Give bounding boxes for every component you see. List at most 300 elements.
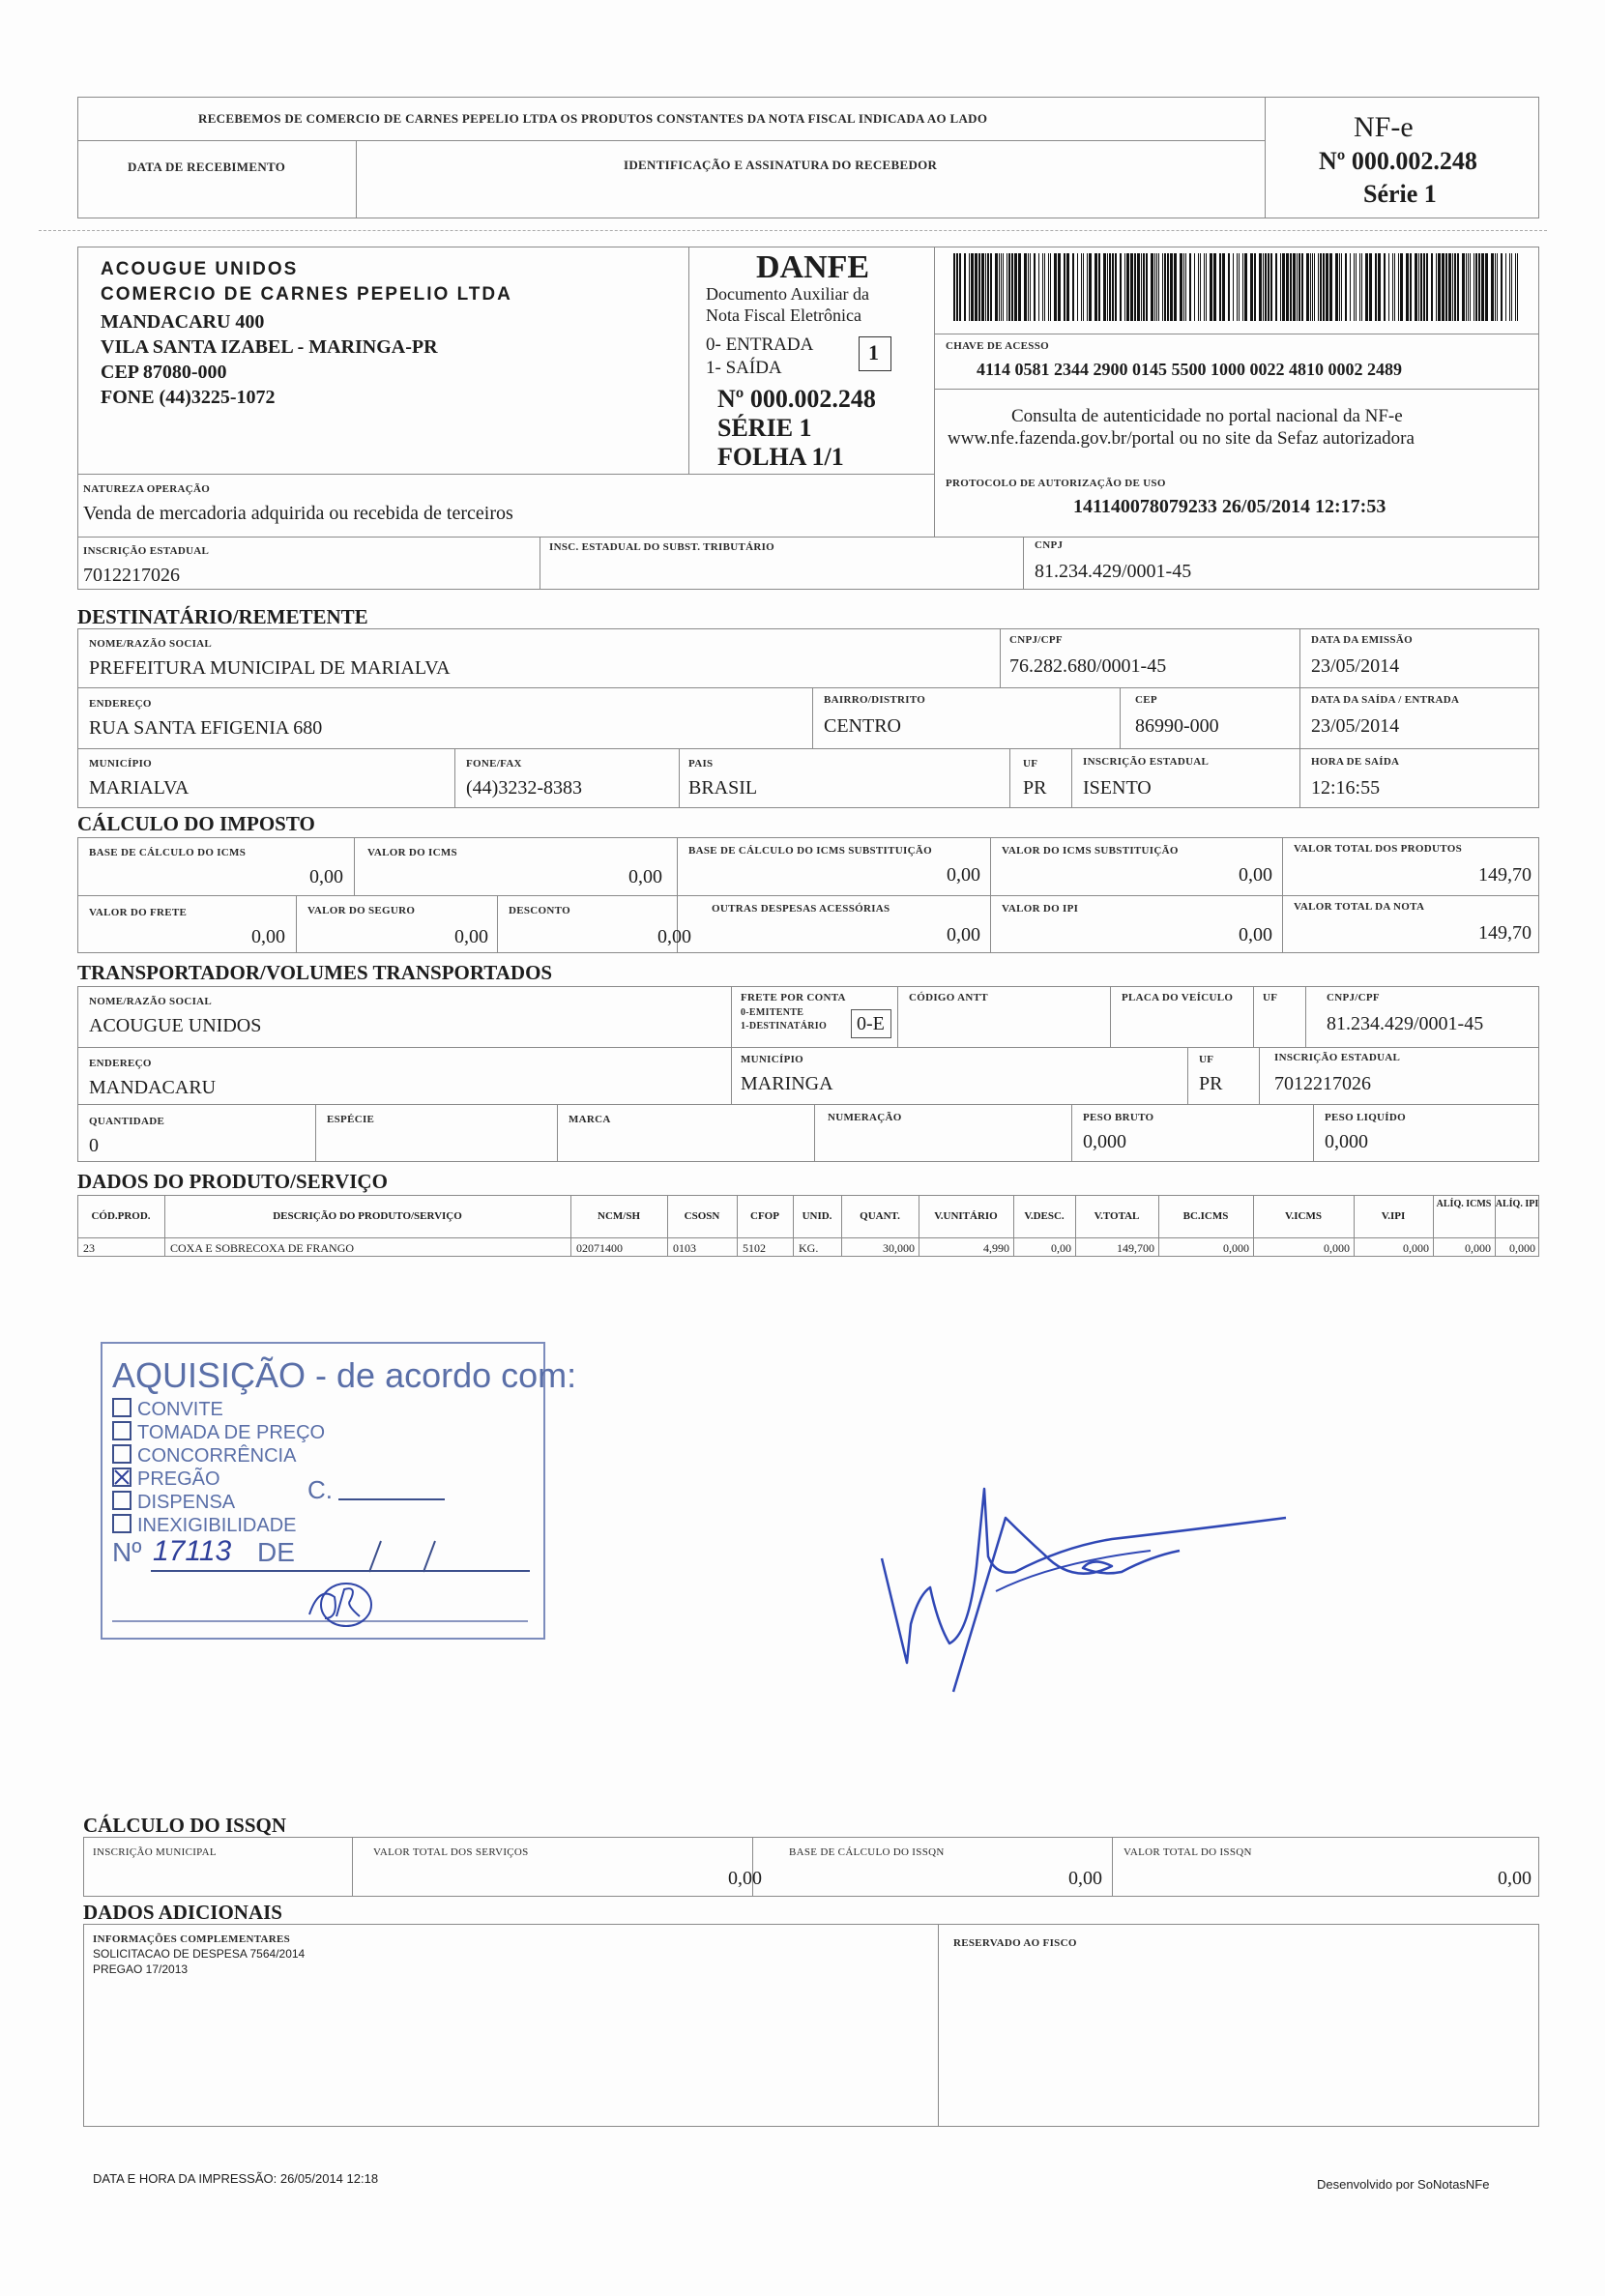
barcode-bar bbox=[1259, 253, 1262, 321]
barcode-bar bbox=[959, 253, 961, 321]
barcode-bar bbox=[1423, 253, 1425, 321]
danfe-subtitle1: Documento Auxiliar da bbox=[706, 284, 869, 304]
transp-endereco: MANDACARU bbox=[89, 1077, 217, 1098]
barcode-bar bbox=[978, 253, 980, 321]
barcode-bar bbox=[1137, 253, 1140, 321]
barcode-bar bbox=[1028, 253, 1029, 321]
seguro-value: 0,00 bbox=[454, 926, 488, 947]
barcode-bar bbox=[1126, 253, 1129, 321]
canhoto-serie: Série 1 bbox=[1363, 180, 1437, 208]
produtos-column-divider bbox=[1354, 1195, 1355, 1257]
barcode-bar bbox=[1378, 253, 1381, 321]
footer-impressao: DATA E HORA DA IMPRESSÃO: 26/05/2014 12:18 bbox=[93, 2171, 379, 2186]
barcode-bar bbox=[1400, 253, 1403, 321]
produtos-column-divider bbox=[570, 1195, 571, 1257]
produtos-column-divider bbox=[164, 1195, 165, 1257]
barcode-bar bbox=[1141, 253, 1142, 321]
produtos-column-divider bbox=[1013, 1195, 1014, 1257]
emitente-nome2: COMERCIO DE CARNES PEPELIO LTDA bbox=[101, 284, 512, 305]
barcode-bar bbox=[1164, 253, 1166, 321]
barcode-bar bbox=[1042, 253, 1043, 321]
emitente-bairro: VILA SANTA IZABEL - MARINGA-PR bbox=[101, 336, 438, 358]
barcode-bar bbox=[1170, 253, 1173, 321]
barcode-bar bbox=[987, 253, 989, 321]
danfe-numero: Nº 000.002.248 bbox=[717, 385, 876, 413]
protocolo-label: PROTOCOLO DE AUTORIZAÇÃO DE USO bbox=[946, 478, 1166, 489]
natureza-label: NATUREZA OPERAÇÃO bbox=[83, 483, 211, 495]
barcode-bar bbox=[1495, 253, 1496, 321]
transp-peso-liq: 0,000 bbox=[1325, 1131, 1368, 1152]
stamp-option-label: CONCORRÊNCIA bbox=[137, 1445, 297, 1467]
issqn-im-label: INSCRIÇÃO MUNICIPAL bbox=[93, 1846, 217, 1858]
cnpj-value: 81.234.429/0001-45 bbox=[1035, 561, 1192, 582]
checkbox-icon bbox=[112, 1514, 131, 1533]
produtos-header-cell: ALÍQ. IPI bbox=[1495, 1199, 1539, 1209]
barcode-bar bbox=[1210, 253, 1212, 321]
barcode-bar bbox=[1066, 253, 1069, 321]
danfe-tipo: 1 bbox=[868, 340, 879, 364]
produtos-column-divider bbox=[1075, 1195, 1076, 1257]
dest-fone: (44)3232-8383 bbox=[466, 777, 582, 799]
barcode-bar bbox=[981, 253, 984, 321]
barcode-bar bbox=[1107, 253, 1108, 321]
seguro-label: VALOR DO SEGURO bbox=[307, 905, 416, 916]
dest-cep: 86990-000 bbox=[1135, 715, 1219, 737]
produtos-cell: 5102 bbox=[743, 1241, 766, 1255]
barcode-bar bbox=[1103, 253, 1106, 321]
dest-municipio-label: MUNICÍPIO bbox=[89, 758, 153, 770]
consulta-line1: Consulta de autenticidade no portal nacional da NF-e bbox=[1011, 406, 1403, 426]
barcode-bar bbox=[1014, 253, 1017, 321]
barcode-bar bbox=[1204, 253, 1205, 321]
barcode-bar bbox=[1239, 253, 1240, 321]
barcode-bar bbox=[1280, 253, 1281, 321]
barcode-bar bbox=[1310, 253, 1311, 321]
barcode-bar bbox=[1431, 253, 1433, 321]
barcode-bar bbox=[1388, 253, 1389, 321]
stamp-de: DE bbox=[257, 1537, 295, 1567]
dest-bairro-label: BAIRRO/DISTRITO bbox=[824, 694, 926, 706]
ipi-label: VALOR DO IPI bbox=[1002, 903, 1079, 915]
transp-uf-label: UF bbox=[1263, 992, 1278, 1003]
dest-nome-label: NOME/RAZÃO SOCIAL bbox=[89, 638, 213, 650]
barcode-bar bbox=[1517, 253, 1518, 321]
dest-pais-label: PAIS bbox=[688, 758, 714, 770]
barcode-bar bbox=[1268, 253, 1269, 321]
produtos-cell: 30,000 bbox=[883, 1241, 915, 1255]
dest-pais: BRASIL bbox=[688, 777, 758, 799]
barcode-bar bbox=[1314, 253, 1315, 321]
stamp-initials-signature bbox=[290, 1576, 396, 1634]
barcode-bar bbox=[1341, 253, 1342, 321]
cnpj-label: CNPJ bbox=[1035, 539, 1064, 551]
checkbox-icon bbox=[112, 1398, 131, 1417]
barcode-bar bbox=[1375, 253, 1377, 321]
v-st: 0,00 bbox=[1239, 864, 1272, 886]
checkbox-icon bbox=[112, 1491, 131, 1510]
issqn-total-label: VALOR TOTAL DO ISSQN bbox=[1124, 1846, 1252, 1858]
barcode-bar bbox=[985, 253, 986, 321]
transp-placa-label: PLACA DO VEÍCULO bbox=[1122, 992, 1234, 1003]
barcode-bar bbox=[1369, 253, 1372, 321]
barcode-bar bbox=[964, 253, 966, 321]
danfe-serie: SÉRIE 1 bbox=[717, 414, 812, 442]
transp-ie: 7012217026 bbox=[1274, 1073, 1371, 1094]
stamp-option bbox=[112, 1444, 296, 1468]
barcode-bar bbox=[990, 253, 992, 321]
transp-peso-liq-label: PESO LIQUÍDO bbox=[1325, 1112, 1406, 1123]
signature bbox=[861, 1479, 1325, 1721]
barcode-bar bbox=[1034, 253, 1036, 321]
produtos-column-divider bbox=[737, 1195, 738, 1257]
barcode-bar bbox=[1094, 253, 1097, 321]
produtos-cell: KG. bbox=[799, 1241, 819, 1255]
barcode-bar bbox=[1468, 253, 1469, 321]
barcode-bar bbox=[1501, 253, 1503, 321]
barcode-bar bbox=[1162, 253, 1163, 321]
barcode-bar bbox=[1077, 253, 1078, 321]
barcode-bar bbox=[1452, 253, 1453, 321]
barcode-bar bbox=[1320, 253, 1322, 321]
barcode-bar bbox=[1180, 253, 1182, 321]
barcode-bar bbox=[1120, 253, 1122, 321]
cut-line bbox=[39, 230, 1547, 231]
barcode-bar bbox=[1318, 253, 1319, 321]
barcode-bar bbox=[1198, 253, 1199, 321]
v-nota-label: VALOR TOTAL DA NOTA bbox=[1294, 901, 1425, 913]
issqn-servicos-label: VALOR TOTAL DOS SERVIÇOS bbox=[373, 1846, 529, 1858]
dest-cnpj-label: CNPJ/CPF bbox=[1009, 634, 1063, 646]
barcode-bar bbox=[1398, 253, 1399, 321]
barcode-bar bbox=[1219, 253, 1221, 321]
barcode-bar bbox=[953, 253, 955, 321]
checkbox-icon bbox=[112, 1421, 131, 1440]
barcode-bar bbox=[1301, 253, 1303, 321]
transp-municipio-label: MUNICÍPIO bbox=[741, 1054, 804, 1065]
transp-endereco-label: ENDEREÇO bbox=[89, 1058, 152, 1069]
danfe-saida: 1- SAÍDA bbox=[706, 358, 782, 378]
canhoto-text: RECEBEMOS DE COMERCIO DE CARNES PEPELIO LTDA OS PRODUTOS CONSTANTES DA NOTA FISCAL INDICADA AO LADO bbox=[198, 111, 988, 126]
barcode-bar bbox=[1345, 253, 1347, 321]
produtos-cell: 02071400 bbox=[576, 1241, 623, 1255]
stamp-option-label: CONVITE bbox=[137, 1399, 223, 1420]
produtos-header-cell: BC.ICMS bbox=[1182, 1210, 1229, 1222]
stamp-option bbox=[112, 1514, 297, 1537]
barcode-bar bbox=[1124, 253, 1125, 321]
barcode-bar bbox=[1406, 253, 1409, 321]
transp-especie-label: ESPÉCIE bbox=[327, 1114, 375, 1125]
barcode-bar bbox=[1286, 253, 1289, 321]
dest-ie: ISENTO bbox=[1083, 777, 1152, 799]
emitente-endereco: MANDACARU 400 bbox=[101, 311, 265, 333]
stamp-numero: 17113 bbox=[153, 1535, 232, 1567]
checkbox-icon bbox=[112, 1444, 131, 1464]
barcode-bar bbox=[1511, 253, 1512, 321]
dest-fone-label: FONE/FAX bbox=[466, 758, 522, 770]
barcode-bar bbox=[999, 253, 1000, 321]
barcode-bar bbox=[1008, 253, 1010, 321]
transp-peso-bruto-label: PESO BRUTO bbox=[1083, 1112, 1154, 1123]
barcode-bar bbox=[1339, 253, 1340, 321]
produtos-column-divider bbox=[667, 1195, 668, 1257]
barcode-bar bbox=[1044, 253, 1045, 321]
barcode-bar bbox=[1505, 253, 1506, 321]
stamp-option bbox=[112, 1398, 223, 1421]
barcode-bar bbox=[1158, 253, 1159, 321]
barcode-bar bbox=[1481, 253, 1484, 321]
barcode-bar bbox=[1233, 253, 1234, 321]
dest-saida: 23/05/2014 bbox=[1311, 715, 1400, 737]
transp-nome: ACOUGUE UNIDOS bbox=[89, 1015, 262, 1036]
barcode-bar bbox=[1001, 253, 1002, 321]
v-prod: 149,70 bbox=[1478, 864, 1532, 886]
data-recebimento-label: DATA DE RECEBIMENTO bbox=[128, 160, 286, 174]
transp-cnpj: 81.234.429/0001-45 bbox=[1327, 1013, 1484, 1034]
transp-numeracao-label: NUMERAÇÃO bbox=[828, 1112, 902, 1123]
barcode-bar bbox=[1081, 253, 1082, 321]
barcode-bar bbox=[1270, 253, 1272, 321]
barcode-bar bbox=[1356, 253, 1357, 321]
barcode-bar bbox=[1024, 253, 1027, 321]
barcode-bar bbox=[1275, 253, 1277, 321]
barcode-bar bbox=[995, 253, 998, 321]
produtos-header-cell: V.UNITÁRIO bbox=[934, 1210, 998, 1222]
barcode-bar bbox=[1109, 253, 1111, 321]
barcode-bar bbox=[1263, 253, 1264, 321]
bc-icms-label: BASE DE CÁLCULO DO ICMS bbox=[89, 847, 247, 858]
produtos-cell: 0,00 bbox=[1051, 1241, 1071, 1255]
barcode-bar bbox=[1154, 253, 1155, 321]
barcode-bar bbox=[1326, 253, 1328, 321]
frete-label: VALOR DO FRETE bbox=[89, 907, 188, 918]
transp-uf2: PR bbox=[1199, 1073, 1223, 1094]
transp-nome-label: NOME/RAZÃO SOCIAL bbox=[89, 996, 213, 1007]
barcode-bar bbox=[1438, 253, 1441, 321]
issqn-servicos: 0,00 bbox=[728, 1868, 762, 1889]
barcode-bar bbox=[1394, 253, 1395, 321]
barcode-bar bbox=[1361, 253, 1362, 321]
outras-label: OUTRAS DESPESAS ACESSÓRIAS bbox=[712, 903, 890, 915]
barcode-bar bbox=[1335, 253, 1338, 321]
barcode-bar bbox=[1306, 253, 1309, 321]
produtos-header-cell: DESCRIÇÃO DO PRODUTO/SERVIÇO bbox=[273, 1210, 462, 1222]
emitente-cep: CEP 87080-000 bbox=[101, 362, 227, 383]
checked-checkbox-icon bbox=[112, 1468, 131, 1487]
dest-saida-label: DATA DA SAÍDA / ENTRADA bbox=[1311, 694, 1460, 706]
dest-municipio: MARIALVA bbox=[89, 777, 190, 799]
dest-uf: PR bbox=[1023, 777, 1047, 799]
barcode-bar bbox=[1134, 253, 1136, 321]
issqn-section: CÁLCULO DO ISSQN bbox=[83, 1814, 287, 1837]
barcode-bar bbox=[1115, 253, 1117, 321]
barcode-bar bbox=[1146, 253, 1148, 321]
barcode-bar bbox=[1030, 253, 1031, 321]
issqn-bc: 0,00 bbox=[1068, 1868, 1102, 1889]
barcode-bar bbox=[1242, 253, 1243, 321]
chave-label: CHAVE DE ACESSO bbox=[946, 340, 1049, 352]
barcode-bar bbox=[1485, 253, 1488, 321]
v-icms-label: VALOR DO ICMS bbox=[367, 847, 457, 858]
stamp-option bbox=[112, 1421, 325, 1444]
barcode-bar bbox=[1054, 253, 1057, 321]
barcode-bar bbox=[1299, 253, 1300, 321]
ipi-value: 0,00 bbox=[1239, 924, 1272, 945]
produtos-header-cell: UNID. bbox=[802, 1210, 832, 1222]
barcode-bar bbox=[1448, 253, 1451, 321]
issqn-bc-label: BASE DE CÁLCULO DO ISSQN bbox=[789, 1846, 945, 1858]
emitente-nome1: ACOUGUE UNIDOS bbox=[101, 259, 299, 279]
transp-peso-bruto: 0,000 bbox=[1083, 1131, 1126, 1152]
natureza-value: Venda de mercadoria adquirida ou recebida de terceiros bbox=[83, 503, 513, 524]
barcode-bar bbox=[1254, 253, 1256, 321]
barcode-bar bbox=[1497, 253, 1498, 321]
protocolo-value: 141140078079233 26/05/2014 12:17:53 bbox=[1073, 496, 1386, 517]
barcode-bar bbox=[1167, 253, 1169, 321]
barcode-bar bbox=[1420, 253, 1422, 321]
v-st-label: VALOR DO ICMS SUBSTITUIÇÃO bbox=[1002, 845, 1179, 857]
transp-marca-label: MARCA bbox=[569, 1114, 611, 1125]
barcode-bar bbox=[1491, 253, 1494, 321]
barcode-bar bbox=[1290, 253, 1292, 321]
barcode bbox=[953, 253, 1524, 323]
produtos-header-cell: ALÍQ. ICMS bbox=[1436, 1199, 1492, 1209]
barcode-bar bbox=[1213, 253, 1216, 321]
transportador-section: TRANSPORTADOR/VOLUMES TRANSPORTADOS bbox=[77, 961, 553, 984]
produtos-cell: 0103 bbox=[673, 1241, 696, 1255]
identificacao-label: IDENTIFICAÇÃO E ASSINATURA DO RECEBEDOR bbox=[624, 158, 938, 172]
ie-label: INSCRIÇÃO ESTADUAL bbox=[83, 545, 210, 557]
barcode-bar bbox=[1384, 253, 1386, 321]
barcode-bar bbox=[1365, 253, 1368, 321]
v-icms: 0,00 bbox=[628, 866, 662, 887]
chave-value: 4114 0581 2344 2900 0145 5500 1000 0022 4810 0002 2489 bbox=[977, 360, 1403, 379]
barcode-bar bbox=[969, 253, 970, 321]
dest-cnpj: 76.282.680/0001-45 bbox=[1009, 655, 1167, 677]
barcode-bar bbox=[1457, 253, 1459, 321]
transp-frete: 0-E bbox=[857, 1013, 885, 1034]
produtos-cell: 0,000 bbox=[1324, 1241, 1350, 1255]
barcode-bar bbox=[1112, 253, 1114, 321]
dest-endereco-label: ENDEREÇO bbox=[89, 698, 152, 710]
barcode-bar bbox=[1048, 253, 1049, 321]
dest-bairro: CENTRO bbox=[824, 715, 901, 737]
barcode-bar bbox=[1426, 253, 1428, 321]
barcode-bar bbox=[1194, 253, 1195, 321]
ie-st-label: INSC. ESTADUAL DO SUBST. TRIBUTÁRIO bbox=[549, 541, 775, 553]
transp-frete-op2: 1-DESTINATÁRIO bbox=[741, 1021, 828, 1032]
barcode-bar bbox=[1183, 253, 1184, 321]
barcode-bar bbox=[956, 253, 958, 321]
barcode-bar bbox=[1475, 253, 1477, 321]
transp-frete-op1: 0-EMITENTE bbox=[741, 1007, 804, 1018]
barcode-bar bbox=[1228, 253, 1230, 321]
barcode-bar bbox=[1265, 253, 1267, 321]
barcode-bar bbox=[1038, 253, 1039, 321]
barcode-bar bbox=[1410, 253, 1412, 321]
barcode-bar bbox=[1436, 253, 1437, 321]
stamp-extra: C. bbox=[307, 1475, 333, 1504]
barcode-bar bbox=[1466, 253, 1467, 321]
barcode-bar bbox=[1329, 253, 1332, 321]
barcode-bar bbox=[1350, 253, 1351, 321]
barcode-bar bbox=[1293, 253, 1296, 321]
bc-st-label: BASE DE CÁLCULO DO ICMS SUBSTITUIÇÃO bbox=[688, 845, 932, 857]
produtos-cell: 0,000 bbox=[1465, 1241, 1491, 1255]
produtos-header-cell: QUANT. bbox=[860, 1210, 900, 1222]
stamp-option bbox=[112, 1468, 220, 1491]
fisco-label: RESERVADO AO FISCO bbox=[953, 1937, 1077, 1949]
barcode-bar bbox=[1297, 253, 1298, 321]
produtos-column-divider bbox=[793, 1195, 794, 1257]
produtos-column-divider bbox=[841, 1195, 842, 1257]
transp-municipio: MARINGA bbox=[741, 1073, 833, 1094]
barcode-bar bbox=[1478, 253, 1480, 321]
barcode-bar bbox=[1072, 253, 1074, 321]
barcode-bar bbox=[1442, 253, 1444, 321]
produtos-cell: 0,000 bbox=[1223, 1241, 1249, 1255]
barcode-bar bbox=[1237, 253, 1238, 321]
dest-nome: PREFEITURA MUNICIPAL DE MARIALVA bbox=[89, 657, 451, 679]
barcode-bar bbox=[1189, 253, 1191, 321]
v-prod-label: VALOR TOTAL DOS PRODUTOS bbox=[1294, 843, 1462, 855]
produtos-cell: COXA E SOBRECOXA DE FRANGO bbox=[170, 1241, 355, 1255]
barcode-bar bbox=[1174, 253, 1177, 321]
danfe-folha: FOLHA 1/1 bbox=[717, 443, 844, 471]
info-label: INFORMAÇÕES COMPLEMENTARES bbox=[93, 1933, 291, 1945]
barcode-bar bbox=[1050, 253, 1051, 321]
barcode-bar bbox=[1185, 253, 1186, 321]
transp-frete-label: FRETE POR CONTA bbox=[741, 992, 846, 1003]
barcode-bar bbox=[1058, 253, 1061, 321]
dest-hora: 12:16:55 bbox=[1311, 777, 1381, 799]
produtos-column-divider bbox=[1158, 1195, 1159, 1257]
desconto-value: 0,00 bbox=[657, 926, 691, 947]
canhoto-numero: Nº 000.002.248 bbox=[1319, 147, 1477, 175]
stamp-numero-prefix: Nº bbox=[112, 1537, 142, 1567]
ie-value: 7012217026 bbox=[83, 565, 180, 586]
produtos-cell: 23 bbox=[83, 1241, 95, 1255]
produtos-header-cell: V.ICMS bbox=[1284, 1210, 1322, 1222]
emitente-fone: FONE (44)3225-1072 bbox=[101, 387, 276, 408]
dest-emissao: 23/05/2014 bbox=[1311, 655, 1400, 677]
barcode-bar bbox=[1359, 253, 1360, 321]
outras-value: 0,00 bbox=[947, 924, 980, 945]
barcode-bar bbox=[1130, 253, 1133, 321]
barcode-bar bbox=[1244, 253, 1247, 321]
barcode-bar bbox=[975, 253, 978, 321]
stamp-option-label: PREGÃO bbox=[137, 1468, 220, 1490]
barcode-bar bbox=[1323, 253, 1325, 321]
barcode-bar bbox=[1087, 253, 1088, 321]
transp-uf2-label: UF bbox=[1199, 1054, 1214, 1065]
produtos-header-cell: CÓD.PROD. bbox=[91, 1210, 151, 1222]
danfe-title: DANFE bbox=[756, 249, 870, 285]
barcode-bar bbox=[1089, 253, 1092, 321]
produtos-cell: 149,700 bbox=[1117, 1241, 1154, 1255]
barcode-bar bbox=[1143, 253, 1145, 321]
footer-dev: Desenvolvido por SoNotasNFe bbox=[1317, 2177, 1490, 2192]
danfe-subtitle2: Nota Fiscal Eletrônica bbox=[706, 305, 861, 325]
transp-qtd-label: QUANTIDADE bbox=[89, 1116, 165, 1127]
barcode-bar bbox=[1509, 253, 1510, 321]
barcode-bar bbox=[1282, 253, 1285, 321]
dest-endereco: RUA SANTA EFIGENIA 680 bbox=[89, 717, 323, 739]
barcode-bar bbox=[1515, 253, 1516, 321]
info-line1: SOLICITACAO DE DESPESA 7564/2014 bbox=[93, 1947, 306, 1961]
barcode-bar bbox=[1462, 253, 1465, 321]
consulta-line2: www.nfe.fazenda.gov.br/portal ou no site da Sefaz autorizadora bbox=[948, 428, 1415, 449]
danfe-entrada: 0- ENTRADA bbox=[706, 334, 814, 355]
